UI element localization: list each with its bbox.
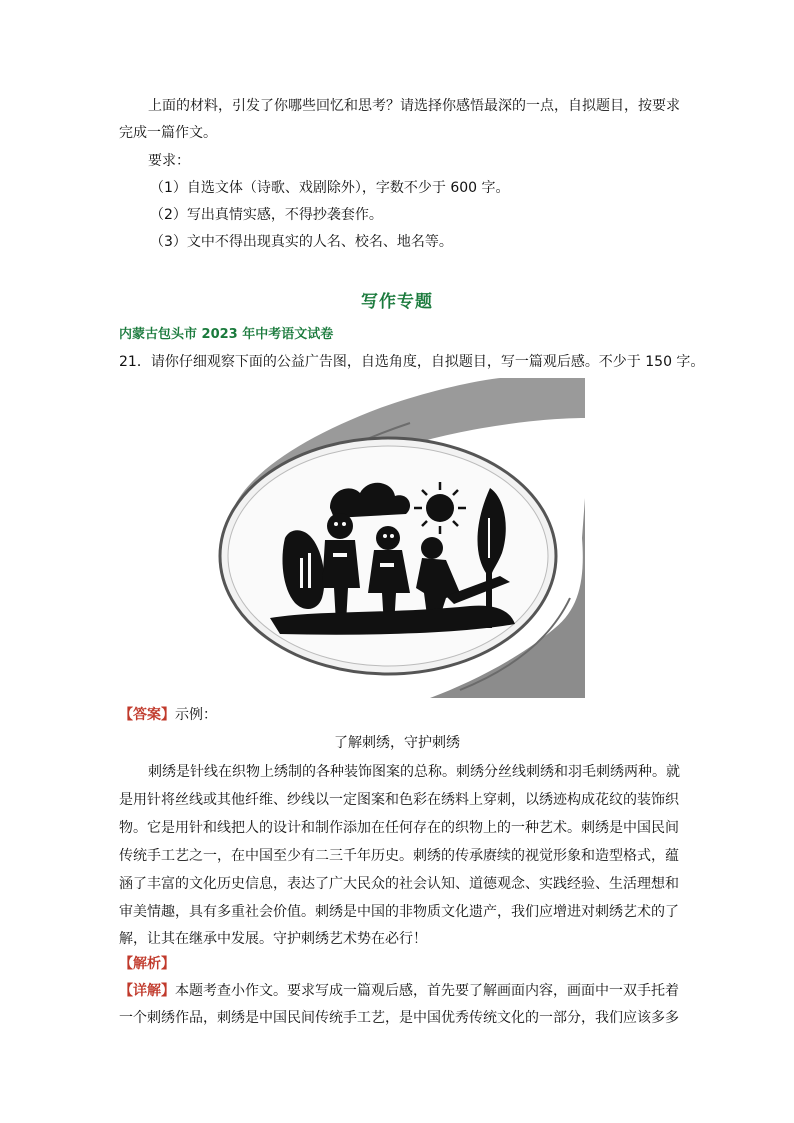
question-text: 21．请你仔细观察下面的公益广告图，自选角度，自拟题目，写一篇观后感。不少于 150 字。: [119, 354, 705, 370]
requirement-2: （2）写出真情实感，不得抄袭套作。: [150, 207, 383, 223]
essay-title: 了解刺绣，守护刺绣: [334, 735, 460, 751]
answer-line-7: 解，让其在继承中发展。守护刺绣艺术势在必行！: [119, 931, 427, 947]
answer-line-5: 涵了丰富的文化历史信息，表达了广大民众的社会认知、道德观念、实践经验、生活理想和: [119, 876, 679, 892]
analysis-label: 【解析】: [119, 956, 175, 972]
answer-line-6: 审美情趣，具有多重社会价值。刺绣是中国的非物质文化遗产，我们应增进对刺绣艺术的了: [119, 904, 679, 920]
requirement-1: （1）自选文体（诗歌、戏剧除外），字数不少于 600 字。: [150, 180, 510, 196]
analysis-detail-line-2: 一个刺绣作品，刺绣是中国民间传统手工艺，是中国优秀传统文化的一部分，我们应该多多: [119, 1010, 679, 1026]
intro-line-1: 上面的材料，引发了你哪些回忆和思考？请选择你感悟最深的一点，自拟题目，按要求: [148, 98, 680, 114]
answer-line-4: 传统手工艺之一，在中国至少有二三千年历史。刺绣的传承赓续的视觉形象和造型格式，蕴: [119, 848, 679, 864]
answer-heading: [119, 705, 217, 725]
answer-line-1: 刺绣是针线在织物上绣制的各种装饰图案的总称。刺绣分丝线刺绣和羽毛刺绣两种。就: [148, 764, 680, 780]
answer-label: 【答案】: [119, 707, 175, 723]
answer-line-2: 是用针将丝线或其他纤维、纱线以一定图案和色彩在绣料上穿刺，以绣迹构成花纹的装饰织: [119, 792, 679, 808]
detail-text-1: 本题考查小作文。要求写成一篇观后感，首先要了解画面内容，画面中一双手托着: [175, 983, 679, 999]
detail-label: 【详解】: [119, 983, 175, 999]
answer-example-label: 示例：: [175, 707, 217, 723]
exam-source: 内蒙古包头市 2023 年中考语文试卷: [119, 327, 334, 342]
analysis-detail-line-1: [119, 981, 679, 1001]
answer-line-3: 物。它是用针和线把人的设计和制作添加在任何存在的织物上的一种艺术。刺绣是中国民间: [119, 820, 679, 836]
papercut-illustration: [210, 378, 585, 698]
requirement-3: （3）文中不得出现真实的人名、校名、地名等。: [150, 234, 453, 250]
section-title: 写作专题: [361, 292, 433, 312]
requirements-label: 要求：: [148, 153, 190, 169]
intro-line-2: 完成一篇作文。: [119, 125, 217, 141]
